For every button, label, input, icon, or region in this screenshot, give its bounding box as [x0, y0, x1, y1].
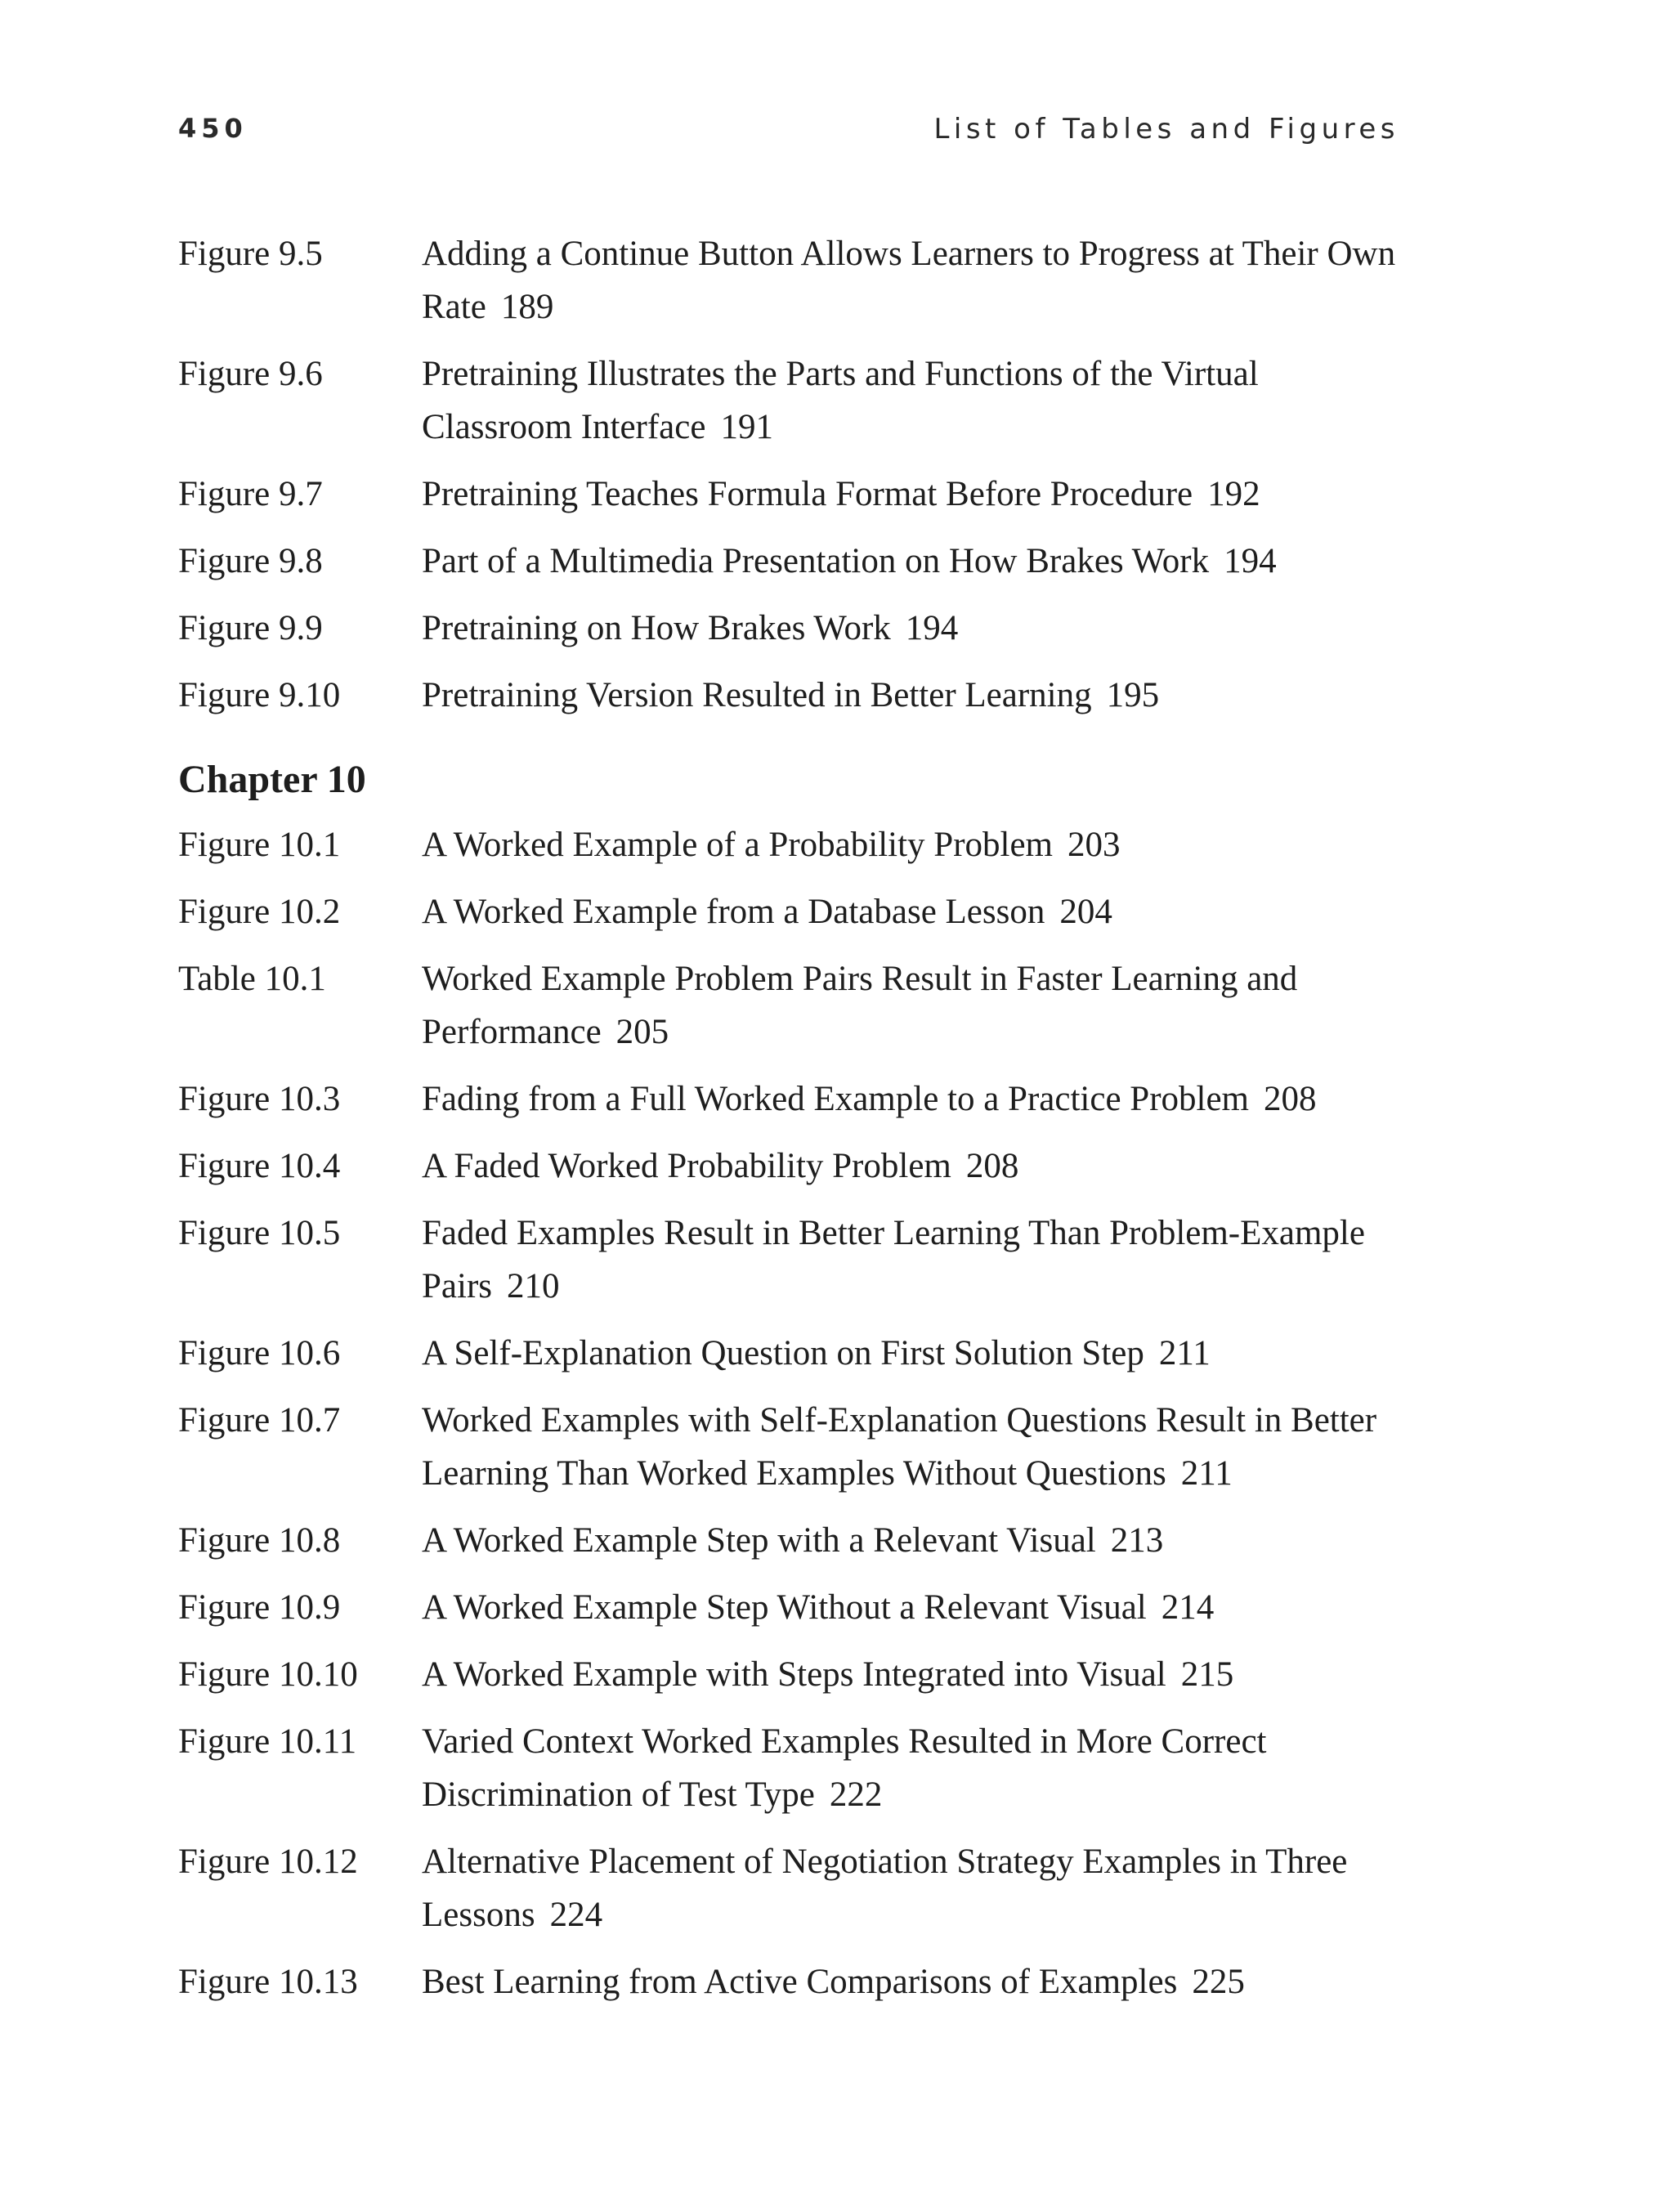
entry-label: Figure 10.2: [178, 893, 341, 931]
entry-title: Part of a Multimedia Presentation on How Brakes Work: [422, 542, 1210, 580]
entry-title: A Worked Example Step Without a Relevant Visual: [422, 1588, 1147, 1627]
entry-page-number: 211: [1180, 1454, 1233, 1493]
list-item: [178, 1072, 1404, 1126]
entry-label: Figure 10.4: [178, 1147, 341, 1185]
entry-label: Figure 10.5: [178, 1214, 341, 1252]
entry-title: Adding a Continue Button Allows Learners to Progress at Their Own Rate: [422, 235, 1396, 326]
entry-label: Figure 9.8: [178, 542, 323, 580]
entry-page-number: 189: [500, 288, 554, 326]
list-item: [178, 347, 1404, 454]
entry-page-number: 192: [1207, 475, 1260, 513]
chapter-heading: Chapter 10: [178, 758, 366, 801]
entry-page-number: 222: [829, 1775, 883, 1814]
entry-page-number: 194: [905, 609, 959, 647]
entry-title: Varied Context Worked Examples Resulted in More Correct Discrimination of Test Type: [422, 1722, 1267, 1814]
entry-page-number: 194: [1224, 542, 1277, 580]
entry-page-number: 211: [1158, 1334, 1211, 1372]
entry-title: Pretraining Illustrates the Parts and Functions of the Virtual Classroom Interface: [422, 355, 1259, 446]
entry-page-number: 208: [965, 1147, 1019, 1185]
entry-title: A Faded Worked Probability Problem: [422, 1147, 951, 1185]
entry-label: Figure 10.13: [178, 1963, 358, 2001]
list-item: [178, 1514, 1404, 1567]
entry-label: Figure 10.3: [178, 1080, 341, 1118]
entry-page-number: 215: [1180, 1655, 1234, 1694]
entry-label: Figure 9.9: [178, 609, 323, 647]
entry-label: Figure 9.6: [178, 355, 323, 393]
section-chapter-9-continued: [178, 227, 1404, 722]
list-item: [178, 1648, 1404, 1701]
entry-label: Figure 10.1: [178, 826, 341, 864]
list-of-tables-and-figures: [178, 227, 1404, 2022]
entry-page-number: 191: [720, 408, 773, 446]
list-item: [178, 1327, 1404, 1380]
list-item: [178, 1394, 1404, 1500]
list-item: [178, 1140, 1404, 1193]
entry-page-number: 214: [1161, 1588, 1215, 1627]
entry-title: A Self-Explanation Question on First Solution Step: [422, 1334, 1144, 1372]
entry-page-number: 225: [1192, 1963, 1245, 2001]
list-item: [178, 1955, 1404, 2008]
list-item: [178, 669, 1404, 722]
entry-page-number: 203: [1068, 826, 1121, 864]
list-item: [178, 1207, 1404, 1313]
entry-label: Figure 10.10: [178, 1655, 358, 1694]
list-item: [178, 602, 1404, 655]
entry-label: Figure 10.11: [178, 1722, 357, 1761]
page-number: 450: [178, 113, 248, 144]
entry-title: A Worked Example with Steps Integrated into Visual: [422, 1655, 1166, 1694]
list-item: [178, 1715, 1404, 1821]
list-item: [178, 468, 1404, 521]
running-head: [178, 113, 1399, 154]
entry-title: A Worked Example from a Database Lesson: [422, 893, 1045, 931]
entry-title: A Worked Example Step with a Relevant Visual: [422, 1521, 1096, 1560]
list-item: [178, 1835, 1404, 1941]
entry-title: Fading from a Full Worked Example to a Practice Problem: [422, 1080, 1249, 1118]
entry-page-number: 205: [615, 1013, 669, 1051]
entry-title: Faded Examples Result in Better Learning Than Problem-Example Pairs: [422, 1214, 1365, 1305]
list-item: [178, 818, 1404, 871]
entry-title: Worked Examples with Self-Explanation Questions Result in Better Learning Than Worked Examples Without Questions: [422, 1401, 1377, 1493]
entry-label: Figure 9.7: [178, 475, 323, 513]
entry-label: Figure 10.6: [178, 1334, 341, 1372]
entry-label: Figure 9.5: [178, 235, 323, 273]
entry-label: Figure 9.10: [178, 676, 341, 714]
entry-label: Figure 10.9: [178, 1588, 341, 1627]
entry-title: Worked Example Problem Pairs Result in Faster Learning and Performance: [422, 960, 1298, 1051]
list-item: [178, 1581, 1404, 1634]
entry-title: Best Learning from Active Comparisons of Examples: [422, 1963, 1178, 2001]
entry-page-number: 204: [1059, 893, 1112, 931]
list-item: [178, 952, 1404, 1059]
list-item: [178, 227, 1404, 334]
entry-title: Pretraining Version Resulted in Better Learning: [422, 676, 1092, 714]
entry-page-number: 213: [1110, 1521, 1164, 1560]
section-chapter-10: [178, 753, 1404, 2008]
entry-page-number: 195: [1106, 676, 1160, 714]
entry-title: A Worked Example of a Probability Problem: [422, 826, 1054, 864]
entry-title: Pretraining Teaches Formula Format Before Procedure: [422, 475, 1193, 513]
list-item: [178, 535, 1404, 588]
entry-page-number: 210: [507, 1267, 560, 1305]
entry-label: Figure 10.8: [178, 1521, 341, 1560]
entry-title: Alternative Placement of Negotiation Strategy Examples in Three Lessons: [422, 1843, 1348, 1934]
entry-label: Figure 10.7: [178, 1401, 341, 1440]
entry-label: Table 10.1: [178, 960, 326, 998]
entry-title: Pretraining on How Brakes Work: [422, 609, 891, 647]
list-item: [178, 885, 1404, 938]
entry-page-number: 208: [1264, 1080, 1317, 1118]
entry-label: Figure 10.12: [178, 1843, 358, 1881]
running-head-title: List of Tables and Figures: [933, 113, 1399, 146]
entry-page-number: 224: [549, 1896, 603, 1934]
